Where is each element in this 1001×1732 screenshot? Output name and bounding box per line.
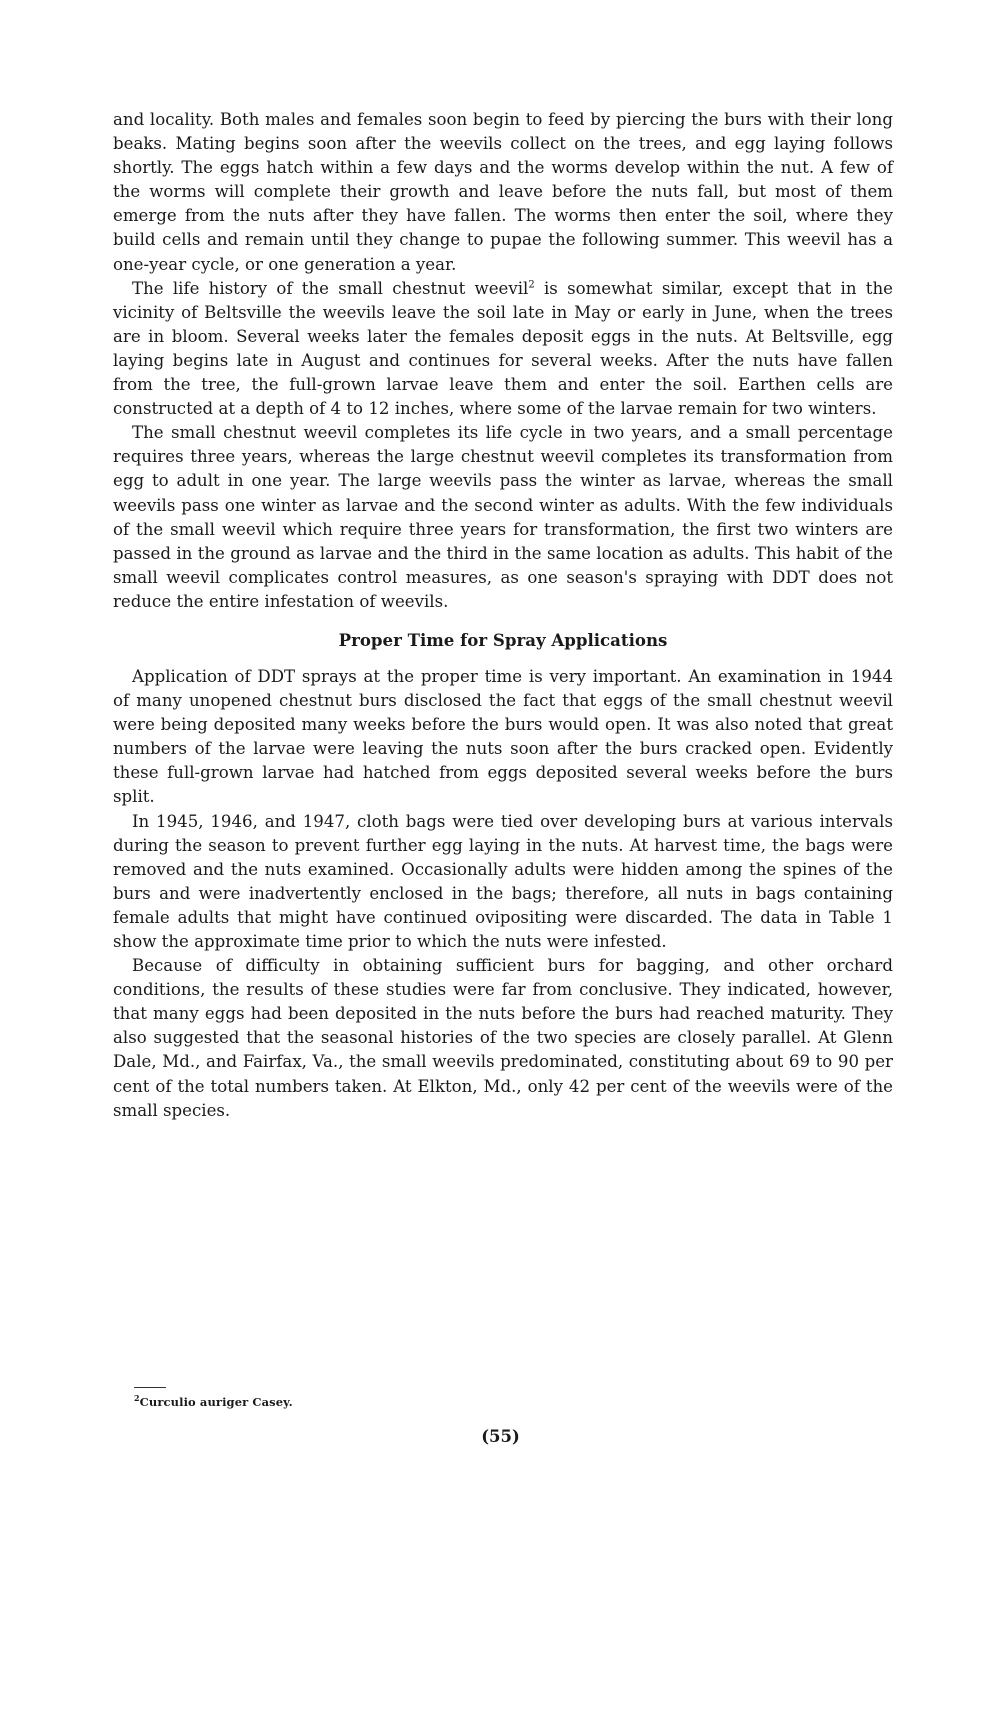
paragraph-2-text-a: The life history of the small chestnut weevil [132,278,529,298]
footnote-text: Curculio auriger Casey. [139,1395,293,1409]
footnote-marker: 2 [134,1393,140,1404]
paragraph-4: Application of DDT sprays at the proper time is very important. An examination in 1944 of many unopened chestnut burs disclosed the fact that eggs of the small chestnut weevil were being deposited many weeks before the burs would open. It was also noted that great numbers of the larvae were leaving the nuts soon after the burs cracked open. Evidently these full-grown larvae had hatched from eggs deposited several weeks before the burs split. [113,666,893,807]
paragraph-6: Because of difficulty in obtaining sufficient burs for bagging, and other orchard conditions, the results of these studies were far from conclusive. They indicated, however, that many eggs had been deposited in the nuts before the burs had reached maturity. They also suggested that the seasonal histories of the two species are closely parallel. At Glenn Dale, Md., and Fairfax, Va., the small weevils predominated, constituting about 69 to 90 per cent of the total numbers taken. At Elkton, Md., only 42 per cent of the weevils were of the small species. [113,956,893,1120]
footnote-divider [134,1387,166,1388]
paragraph-5: In 1945, 1946, and 1947, cloth bags were tied over developing burs at various intervals during the season to prevent further egg laying in the nuts. At harvest time, the bags were removed and the nuts examined. Occasionally adults were hidden among the spines of the burs and were inadvertently enclosed in the bags; therefore, all nuts in bags containing female adults that might have continued ovipositing were discarded. The data in Table 1 show the approximate time prior to which the nuts were infested. [113,811,893,951]
page-body [113,108,893,1123]
page-number: (55) [481,1427,520,1446]
section-heading: Proper Time for Spray Applications [338,629,668,650]
footnote-ref: 2 [528,279,535,291]
paragraph-2-text-b: is somewhat similar, except that in the vicinity of Beltsville the weevils leave the soil late in May or early in June, when the trees are in bloom. Several weeks later the females deposit eggs in the nuts. At Beltsville, egg laying begins late in August and continues for several weeks. After the nuts have fallen from the tree, the full-grown larvae leave them and enter the soil. Earthen cells are constructed at a depth of 4 to 12 inches, where some of the larvae remain for two winters. [113,278,893,419]
paragraph-3: The small chestnut weevil completes its life cycle in two years, and a small percentage requires three years, whereas the large chestnut weevil completes its transformation from egg to adult in one year. The large weevils pass the winter as larvae, whereas the small weevils pass one winter as larvae and the second winter as adults. With the few individuals of the small weevil which require three years for transformation, the first two winters are passed in the ground as larvae and the third in the same location as adults. This habit of the small weevil complicates control measures, as one season's spraying with DDT does not reduce the entire infestation of weevils. [113,423,893,611]
footnote [134,1394,293,1410]
paragraph-1: and locality. Both males and females soon begin to feed by piercing the burs with their long beaks. Mating begins soon after the weevils collect on the trees, and egg laying follows shortly. The eggs hatch within a few days and the worms develop within the nut. A few of the worms will complete their growth and leave before the nuts fall, but most of them emerge from the nuts after they have fallen. The worms then enter the soil, where they build cells and remain until they change to pupae the following summer. This weevil has a one-year cycle, or one generation a year. [113,110,893,274]
paragraph-2 [113,277,893,422]
